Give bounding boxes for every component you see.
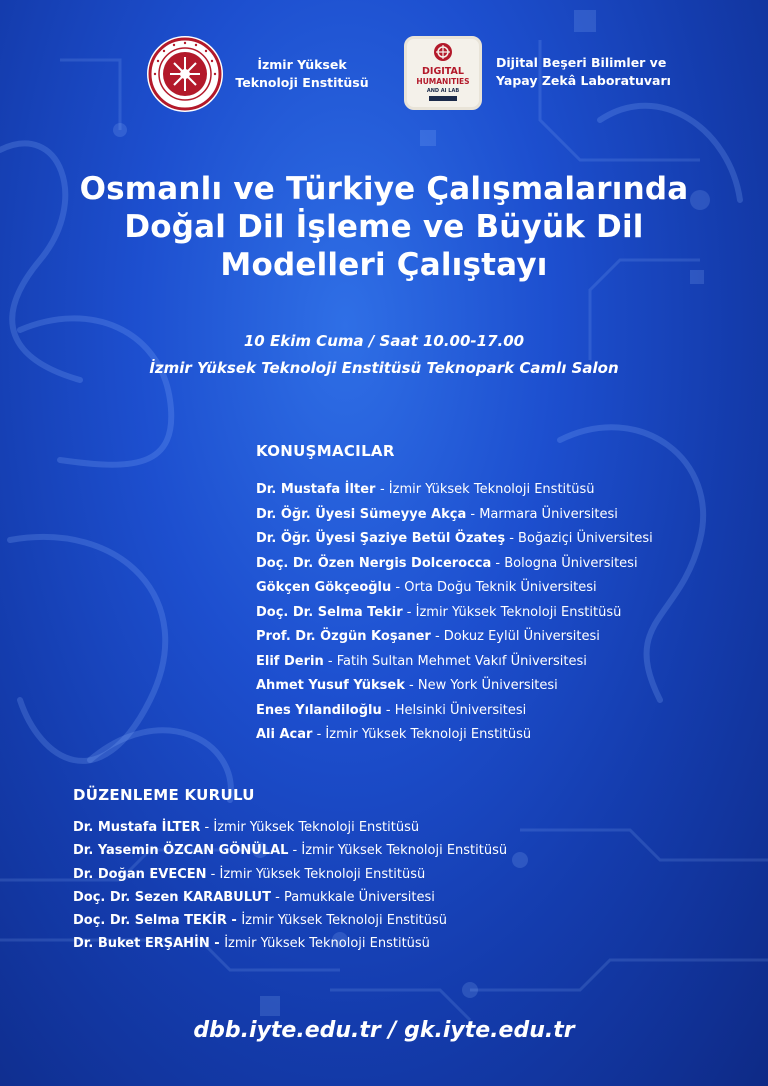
committee-list xyxy=(73,816,507,956)
member-affiliation: İzmir Yüksek Teknoloji Enstitüsü xyxy=(219,866,426,882)
separator: - xyxy=(430,629,444,644)
committee-heading: DÜZENLEME KURULU xyxy=(73,786,255,804)
speaker-item xyxy=(256,527,653,552)
speaker-item xyxy=(256,576,653,601)
speaker-name: Elif Derin xyxy=(256,653,324,669)
member-name: Dr. Doğan EVECEN xyxy=(73,866,207,882)
speaker-name: Ali Acar xyxy=(256,727,313,742)
separator: - xyxy=(379,482,389,497)
speaker-item xyxy=(256,723,653,748)
speaker-item xyxy=(256,552,653,577)
speaker-item xyxy=(256,503,653,528)
separator: - xyxy=(402,604,416,620)
iyte-name-line-2: Teknoloji Enstitüsü xyxy=(235,75,369,90)
speaker-item xyxy=(256,601,653,626)
committee-member xyxy=(73,886,507,909)
workshop-title-line-2: Doğal Dil İşleme ve Büyük Dil xyxy=(124,209,644,245)
separator: - xyxy=(206,866,220,882)
speaker-affiliation: İzmir Yüksek Teknoloji Enstitüsü xyxy=(415,604,622,620)
speaker-affiliation: Boğaziçi Üniversitesi xyxy=(518,531,653,546)
separator: - xyxy=(404,678,418,693)
speaker-name: Prof. Dr. Özgün Koşaner xyxy=(256,629,431,644)
iyte-name xyxy=(232,56,372,92)
svg-text:AND AI LAB: AND AI LAB xyxy=(426,88,460,94)
member-affiliation: İzmir Yüksek Teknoloji Enstitüsü xyxy=(224,936,430,952)
workshop-title-line-1: Osmanlı ve Türkiye Çalışmalarında xyxy=(79,171,689,207)
committee-member xyxy=(73,909,507,932)
separator: - xyxy=(491,555,505,571)
speaker-affiliation: New York Üniversitesi xyxy=(417,678,558,693)
dh-ai-lab-name xyxy=(496,54,696,90)
svg-text:DIGITAL: DIGITAL xyxy=(422,66,464,77)
event-details xyxy=(20,328,748,382)
committee-member xyxy=(73,816,507,839)
speaker-item xyxy=(256,625,653,650)
separator: - xyxy=(391,580,405,595)
separator: - xyxy=(505,531,519,546)
svg-text:HUMANITIES: HUMANITIES xyxy=(416,77,470,86)
workshop-title-line-3: Modelleri Çalıştayı xyxy=(220,247,548,283)
website-links[interactable]: dbb.iyte.edu.tr / gk.iyte.edu.tr xyxy=(193,1018,575,1043)
member-name: Dr. Mustafa İLTER xyxy=(73,820,201,835)
event-datetime: 10 Ekim Cuma / Saat 10.00-17.00 xyxy=(243,332,525,350)
committee-member xyxy=(73,932,507,955)
iyte-seal-logo xyxy=(146,35,224,113)
speaker-name: Dr. Öğr. Üyesi Şaziye Betül Özateş xyxy=(256,531,506,546)
member-affiliation: Pamukkale Üniversitesi xyxy=(283,889,435,905)
speaker-affiliation: İzmir Yüksek Teknoloji Enstitüsü xyxy=(325,727,532,742)
speaker-item xyxy=(256,478,653,503)
iyte-name-line-1: İzmir Yüksek xyxy=(257,57,347,72)
separator: - xyxy=(466,506,480,522)
dh-ai-lab-emblem xyxy=(407,39,479,107)
speaker-name: Doç. Dr. Özen Nergis Dolcerocca xyxy=(256,555,492,571)
separator: - xyxy=(209,936,225,952)
member-name: Dr. Buket ERŞAHİN xyxy=(73,936,210,952)
separator: - xyxy=(323,653,337,669)
speaker-name: Dr. Mustafa İlter xyxy=(256,482,380,497)
speaker-item xyxy=(256,650,653,675)
speaker-item xyxy=(256,674,653,699)
speaker-affiliation: Marmara Üniversitesi xyxy=(479,506,618,522)
member-name: Doç. Dr. Sezen KARABULUT xyxy=(73,889,271,905)
speaker-affiliation: Helsinki Üniversitesi xyxy=(394,702,527,718)
speakers-heading: KONUŞMACILAR xyxy=(256,442,395,460)
separator: - xyxy=(288,843,302,859)
speaker-item xyxy=(256,699,653,724)
speaker-name: Dr. Öğr. Üyesi Sümeyye Akça xyxy=(256,506,467,522)
separator: - xyxy=(200,820,214,835)
dh-ai-lab-name-line-1: Dijital Beşeri Bilimler ve xyxy=(496,55,667,70)
speaker-affiliation: Bologna Üniversitesi xyxy=(504,555,638,571)
dh-ai-lab-name-line-2: Yapay Zekâ Laboratuvarı xyxy=(496,73,671,88)
member-affiliation: İzmir Yüksek Teknoloji Enstitüsü xyxy=(241,913,448,929)
committee-member xyxy=(73,863,507,886)
committee-member xyxy=(73,839,507,862)
speaker-affiliation: İzmir Yüksek Teknoloji Enstitüsü xyxy=(388,482,595,497)
speaker-name: Gökçen Gökçeoğlu xyxy=(256,580,392,595)
speakers-list xyxy=(256,478,653,748)
speaker-affiliation: Fatih Sultan Mehmet Vakıf Üniversitesi xyxy=(336,653,587,669)
member-name: Doç. Dr. Selma TEKİR xyxy=(73,913,227,929)
dh-ai-lab-logo xyxy=(404,36,482,110)
member-affiliation: İzmir Yüksek Teknoloji Enstitüsü xyxy=(301,843,508,859)
member-affiliation: İzmir Yüksek Teknoloji Enstitüsü xyxy=(213,820,420,835)
speaker-affiliation: Dokuz Eylül Üniversitesi xyxy=(443,629,600,644)
member-name: Dr. Yasemin ÖZCAN GÖNÜLAL xyxy=(73,843,289,859)
event-venue: İzmir Yüksek Teknoloji Enstitüsü Teknopark Camlı Salon xyxy=(149,359,619,377)
speaker-name: Doç. Dr. Selma Tekir xyxy=(256,604,403,620)
separator: - xyxy=(312,727,326,742)
separator: - xyxy=(270,889,284,905)
speaker-name: Enes Yılandiloğlu xyxy=(256,702,382,718)
speaker-name: Ahmet Yusuf Yüksek xyxy=(256,678,405,693)
speaker-affiliation: Orta Doğu Teknik Üniversitesi xyxy=(404,580,597,595)
workshop-title xyxy=(20,170,748,284)
separator: - xyxy=(226,913,242,929)
separator: - xyxy=(381,702,395,718)
